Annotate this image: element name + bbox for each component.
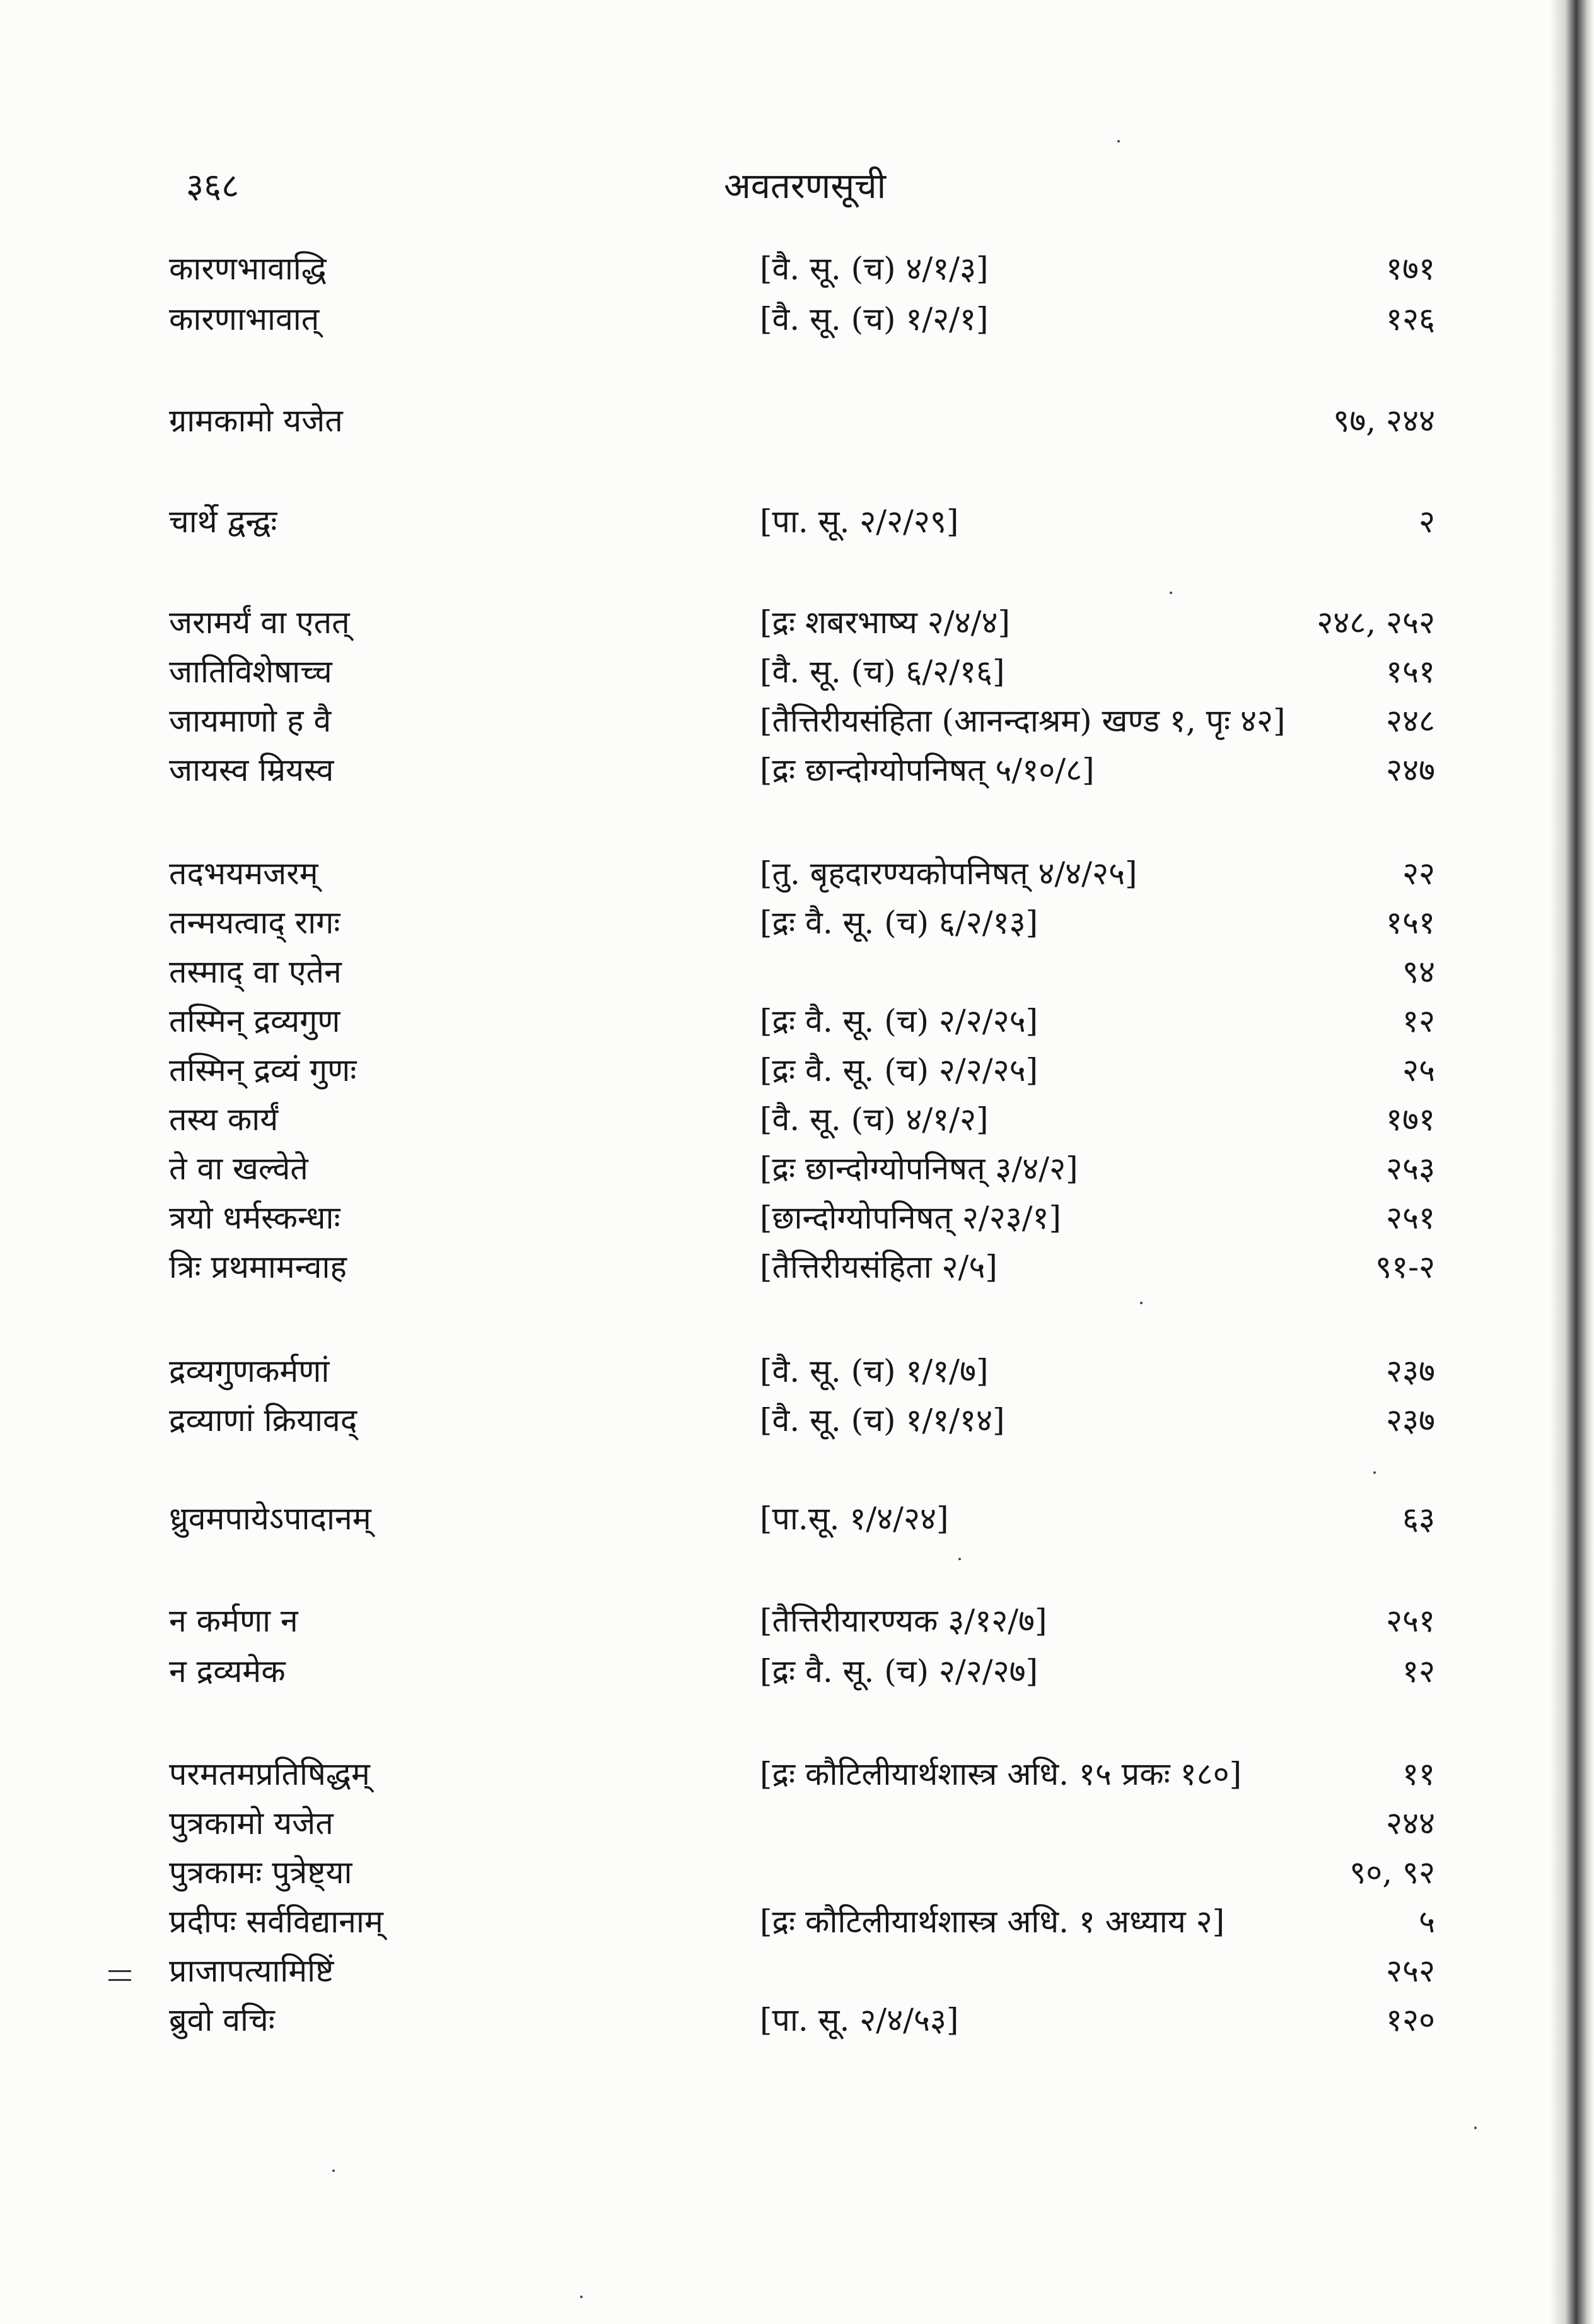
index-entry xyxy=(0,1193,1594,1243)
entry-headword: तस्य कार्यं xyxy=(169,1101,279,1138)
entry-headword: ग्रामकामो यजेत xyxy=(169,402,343,439)
entry-pages: २३७ xyxy=(1386,1353,1435,1389)
entry-pages: ९१-२ xyxy=(1375,1249,1435,1285)
book-spine-shadow xyxy=(1550,0,1594,2324)
entry-pages: १२ xyxy=(1402,1003,1435,1039)
entry-pages: २४४ xyxy=(1386,1805,1435,1842)
entry-headword: कारणभावाद्धि xyxy=(169,250,327,287)
entry-headword: कारणाभावात् xyxy=(169,301,320,337)
entry-pages: ६३ xyxy=(1402,1500,1435,1537)
index-entry xyxy=(0,1596,1594,1646)
entry-source: [वै. सू. (च) ६/२/१६] xyxy=(760,653,1005,690)
entry-source: [वै. सू. (च) ४/१/२] xyxy=(760,1101,989,1138)
entry-headword: जायमाणो ह वै xyxy=(169,703,332,739)
entry-source: [छान्दोग्योपनिषत् २/२३/१] xyxy=(760,1200,1062,1236)
entry-headword: तस्मिन् द्रव्यं गुणः xyxy=(169,1052,357,1089)
entry-pages: २५३ xyxy=(1386,1150,1435,1187)
entry-pages: ९७, २४४ xyxy=(1333,402,1435,439)
scan-speck xyxy=(1474,2127,1477,2129)
index-entry xyxy=(0,1896,1594,1947)
page-header xyxy=(0,161,1594,211)
entry-source: [पा.सू. १/४/२४] xyxy=(760,1500,949,1537)
page-number: ३६८ xyxy=(186,166,240,206)
index-entry xyxy=(0,848,1594,899)
scan-speck xyxy=(580,2296,583,2298)
entry-headword: तन्मयत्वाद् रागः xyxy=(169,904,340,941)
index-entry xyxy=(0,294,1594,344)
index-entry xyxy=(0,1995,1594,2045)
index-entry xyxy=(0,696,1594,746)
entry-headword: तस्मिन् द्रव्यगुण xyxy=(169,1003,340,1039)
entry-source: [द्रः वै. सू. (च) २/२/२५] xyxy=(760,1003,1038,1039)
index-entry xyxy=(0,496,1594,547)
scan-speck xyxy=(332,2169,335,2172)
entry-source: [द्रः वै. सू. (च) ६/२/१३] xyxy=(760,904,1038,941)
entry-headword: पुत्रकामः पुत्रेष्ट्या xyxy=(169,1854,352,1891)
entry-pages: २२ xyxy=(1402,855,1435,892)
index-entry xyxy=(0,1798,1594,1848)
entry-pages: ११ xyxy=(1402,1756,1435,1792)
entry-headword: जायस्व म्रियस्व xyxy=(169,752,334,788)
entry-pages: २३७ xyxy=(1386,1402,1435,1439)
entry-headword: ध्रुवमपायेऽपादानम् xyxy=(169,1500,371,1537)
entry-pages: १२६ xyxy=(1386,301,1435,337)
entry-pages: ९०, ९२ xyxy=(1349,1854,1435,1891)
index-entry xyxy=(0,646,1594,697)
entry-source: [द्रः वै. सू. (च) २/२/२५] xyxy=(760,1052,1038,1089)
entry-headword: जातिविशेषाच्च xyxy=(169,653,332,690)
entry-pages: १७१ xyxy=(1386,250,1435,287)
index-entry xyxy=(0,597,1594,648)
entry-source: [वै. सू. (च) १/१/१४] xyxy=(760,1402,1005,1439)
entry-headword: त्रिः प्रथमामन्वाह xyxy=(169,1249,347,1285)
entry-source: [वै. सू. (च) १/२/१] xyxy=(760,301,989,337)
entry-headword: प्रदीपः सर्वविद्यानाम् xyxy=(169,1903,383,1940)
entry-headword: ते वा खल्वेते xyxy=(169,1150,308,1187)
entry-pages: २५१ xyxy=(1386,1603,1435,1639)
entry-pages: १७१ xyxy=(1386,1101,1435,1138)
entry-source: [पा. सू. २/२/२९] xyxy=(760,503,959,540)
scan-speck xyxy=(1170,592,1172,594)
index-entry xyxy=(0,996,1594,1046)
entry-pages: १२ xyxy=(1402,1653,1435,1690)
entry-source: [द्रः छान्दोग्योपनिषत् ५/१०/८] xyxy=(760,752,1095,788)
entry-headword: चार्थे द्वन्द्वः xyxy=(169,503,277,540)
entry-pages: ९४ xyxy=(1402,954,1435,990)
entry-pages: १२० xyxy=(1386,2002,1435,2038)
entry-headword: त्रयो धर्मस्कन्धाः xyxy=(169,1200,340,1236)
entry-pages: २४८ xyxy=(1386,703,1435,739)
entry-headword: पुत्रकामो यजेत xyxy=(169,1805,334,1842)
scan-speck xyxy=(958,1558,961,1560)
entry-source: [वै. सू. (च) १/१/७] xyxy=(760,1353,989,1389)
index-entry xyxy=(0,1646,1594,1696)
entry-headword: न कर्मणा न xyxy=(169,1603,298,1639)
entry-headword: परमतमप्रतिषिद्धम् xyxy=(169,1756,370,1792)
entry-headword: द्रव्यगुणकर्मणां xyxy=(169,1353,330,1389)
entry-headword: तदभयमजरम् xyxy=(169,855,318,892)
entry-source: [तैत्तिरीयसंहिता २/५] xyxy=(760,1249,998,1285)
scan-speck xyxy=(1117,140,1120,143)
entry-pages: २५१ xyxy=(1386,1200,1435,1236)
entry-pages: ५ xyxy=(1419,1903,1435,1940)
index-entry xyxy=(0,1045,1594,1095)
entry-source: [पा. सू. २/४/५३] xyxy=(760,2002,959,2038)
entry-source: [द्रः वै. सू. (च) २/२/२७] xyxy=(760,1653,1038,1690)
entry-pages: २५२ xyxy=(1386,1953,1435,1989)
entry-source: [द्रः शबरभाष्य २/४/४] xyxy=(760,604,1010,641)
index-entry xyxy=(0,745,1594,795)
entry-source: [तैत्तिरीयारण्यक ३/१२/७] xyxy=(760,1603,1047,1639)
entry-source: [वै. सू. (च) ४/१/३] xyxy=(760,250,989,287)
running-title: अवतरणसूची xyxy=(724,166,887,207)
index-entry xyxy=(0,1493,1594,1544)
scan-speck xyxy=(1140,1302,1143,1304)
entry-headword: जरामर्यं वा एतत् xyxy=(169,604,350,641)
index-entry xyxy=(0,1094,1594,1145)
entry-headword: द्रव्याणां क्रियावद् xyxy=(169,1402,358,1439)
entry-source: [तैत्तिरीयसंहिता (आनन्दाश्रम) खण्ड १, पृः ४२] xyxy=(760,703,1286,739)
entry-pages: १५१ xyxy=(1386,904,1435,941)
index-entry xyxy=(0,897,1594,948)
entry-headword: तस्माद् वा एतेन xyxy=(169,954,342,990)
index-entry xyxy=(0,1749,1594,1799)
entry-source: [तु. बृहदारण्यकोपनिषत् ४/४/२५] xyxy=(760,855,1137,892)
index-entry xyxy=(0,1847,1594,1898)
entry-pages: २ xyxy=(1419,503,1435,540)
index-entry xyxy=(0,1143,1594,1194)
entry-pages: १५१ xyxy=(1386,653,1435,690)
entry-headword: ब्रुवो वचिः xyxy=(169,2002,275,2038)
index-entry xyxy=(0,1946,1594,1996)
entry-headword: न द्रव्यमेक xyxy=(169,1653,286,1690)
entry-source: [द्रः कौटिलीयार्थशास्त्र अधि. १ अध्याय २] xyxy=(760,1903,1225,1940)
scan-speck xyxy=(1373,1471,1376,1474)
entry-source: [द्रः छान्दोग्योपनिषत् ३/४/२] xyxy=(760,1150,1078,1187)
entry-pages: २४७ xyxy=(1386,752,1435,788)
margin-pencil-mark xyxy=(108,1966,131,1985)
entry-pages: २४८, २५२ xyxy=(1317,604,1435,641)
index-entry xyxy=(0,395,1594,446)
entry-source: [द्रः कौटिलीयार्थशास्त्र अधि. १५ प्रकः १८०] xyxy=(760,1756,1242,1792)
index-entry xyxy=(0,243,1594,294)
index-entry xyxy=(0,1346,1594,1396)
index-entry xyxy=(0,947,1594,997)
entry-headword: प्राजापत्यामिष्टिं xyxy=(169,1953,334,1989)
entry-pages: २५ xyxy=(1402,1052,1435,1089)
index-entry xyxy=(0,1242,1594,1292)
index-entry xyxy=(0,1395,1594,1445)
